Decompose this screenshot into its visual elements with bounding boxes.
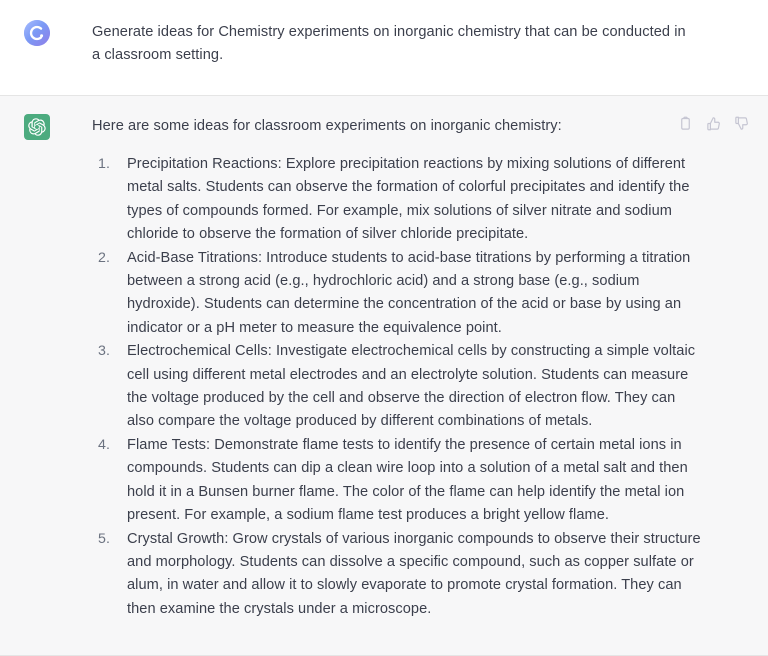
list-item: Crystal Growth: Grow crystals of various inorganic compounds to observe their structure and morphology. Students can dissolve a specific compound, such as copper sulfate or alum, in water and allow it to slowly evaporate to promote crystal formation. They can then examine the crystals under a microscope. bbox=[127, 530, 701, 617]
experiment-ideas-list bbox=[92, 153, 750, 621]
chatgpt-logo-icon bbox=[24, 114, 50, 140]
user-message-body bbox=[50, 19, 750, 67]
assistant-message-inner bbox=[0, 113, 768, 621]
thumbs-up-icon[interactable] bbox=[705, 115, 722, 132]
user-message-text: Generate ideas for Chemistry experiments on inorganic chemistry that can be conducted in a classroom setting. bbox=[92, 24, 686, 63]
copy-icon[interactable] bbox=[677, 115, 694, 132]
assistant-message-body bbox=[50, 113, 750, 621]
assistant-message-block bbox=[0, 96, 768, 656]
user-avatar bbox=[24, 20, 50, 46]
message-actions bbox=[677, 115, 750, 132]
list-item: Flame Tests: Demonstrate flame tests to identify the presence of certain metal ions in compounds. Students can dip a clean wire loop into a solution of a metal salt and then hold it in a Bunsen burner flame. The color of the flame can help identify the metal ion present. For example, a sodium flame test produces a bright yellow flame. bbox=[127, 436, 688, 524]
list-item: Acid-Base Titrations: Introduce students to acid-base titrations by performing a titration between a strong acid (e.g., hydrochloric acid) and a strong base (e.g., sodium hydroxide). Students can determine the concentration of the acid or base by using an indicator or a pH meter to measure the equivalence point. bbox=[127, 249, 691, 336]
user-message-inner bbox=[0, 19, 768, 67]
list-item: Electrochemical Cells: Investigate electrochemical cells by constructing a simple voltaic cell using different metal electrodes and an electrolyte solution. Students can measure the voltage produced by the cell and observe the direction of electron flow. They can also compare the voltage produced by different combinations of metals. bbox=[127, 343, 696, 430]
list-item: Precipitation Reactions: Explore precipitation reactions by mixing solutions of different metal salts. Students can observe the formation of colorful precipitates and identify the types of compounds formed. For example, mix solutions of silver nitrate and sodium chloride to observe the formation of silver chloride precipitate. bbox=[127, 156, 690, 243]
assistant-intro-text: Here are some ideas for classroom experiments on inorganic chemistry: bbox=[92, 118, 562, 134]
thumbs-down-icon[interactable] bbox=[733, 115, 750, 132]
user-message-block bbox=[0, 0, 768, 96]
